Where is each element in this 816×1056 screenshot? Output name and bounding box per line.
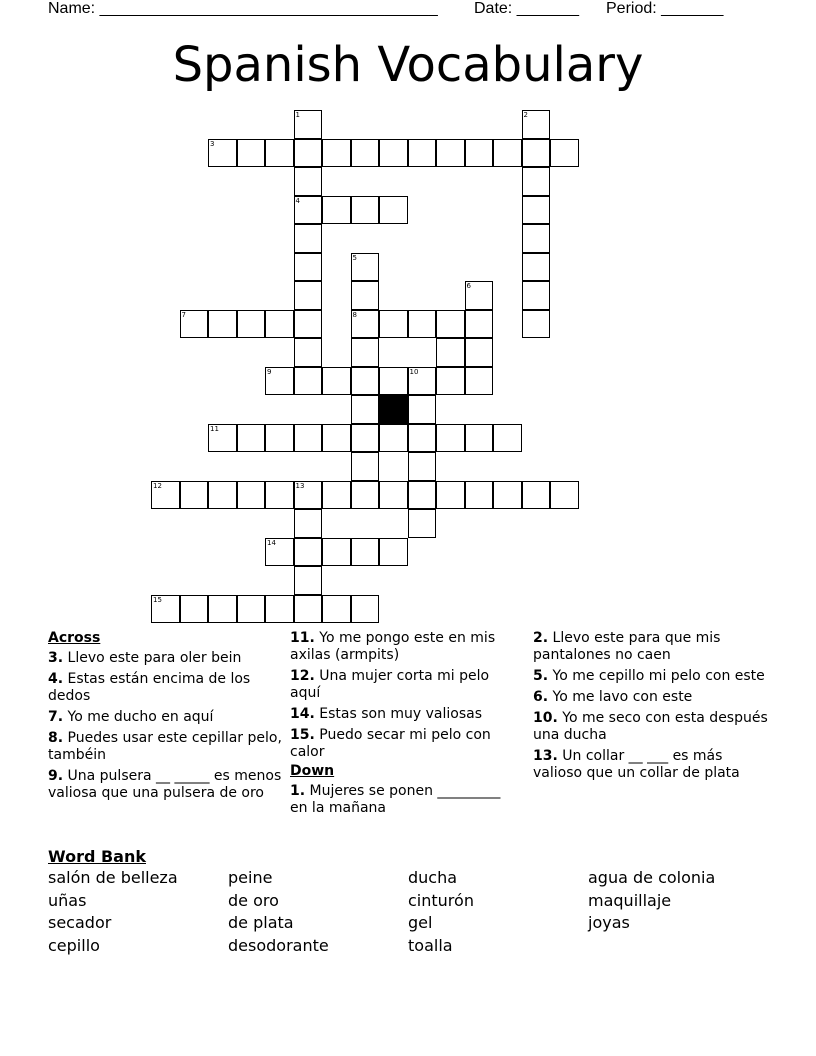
word-bank-item: salón de belleza xyxy=(48,868,178,887)
crossword-cell[interactable] xyxy=(294,595,323,624)
crossword-cell[interactable] xyxy=(436,139,465,168)
crossword-cell[interactable] xyxy=(294,281,323,310)
clue-down-6: 6. Yo me lavo con este xyxy=(533,689,693,705)
clue-number-9: 9 xyxy=(267,367,272,376)
crossword-cell[interactable] xyxy=(465,338,494,367)
crossword-cell[interactable] xyxy=(522,253,551,282)
crossword-cell[interactable] xyxy=(322,196,351,225)
clue-down-5: 5. Yo me cepillo mi pelo con este xyxy=(533,668,765,684)
crossword-cell[interactable] xyxy=(351,595,380,624)
date-field[interactable]: Date: _______ xyxy=(474,0,579,17)
crossword-cell[interactable] xyxy=(265,310,294,339)
crossword-cell[interactable] xyxy=(408,452,437,481)
clue-number-15: 15 xyxy=(153,595,162,604)
crossword-cell[interactable] xyxy=(522,224,551,253)
crossword-cell[interactable] xyxy=(265,139,294,168)
crossword-cell[interactable] xyxy=(493,424,522,453)
crossword-cell[interactable] xyxy=(465,481,494,510)
crossword-cell[interactable] xyxy=(265,595,294,624)
crossword-cell[interactable] xyxy=(294,367,323,396)
crossword-cell[interactable] xyxy=(522,481,551,510)
crossword-cell[interactable] xyxy=(408,139,437,168)
clue-number-8: 8 xyxy=(352,310,357,319)
crossword-cell[interactable] xyxy=(522,281,551,310)
clues-column-3 xyxy=(533,630,768,786)
word-bank-item: de oro xyxy=(228,890,279,910)
crossword-cell[interactable] xyxy=(351,452,380,481)
crossword-cell[interactable] xyxy=(522,310,551,339)
clue-down-2: 2. Llevo este para que mis pantalones no caen xyxy=(533,630,721,663)
clue-down-1: 1. Mujeres se ponen _________ en la mañana xyxy=(290,783,501,816)
crossword-cell[interactable] xyxy=(379,196,408,225)
crossword-cell[interactable] xyxy=(294,424,323,453)
clue-number-4: 4 xyxy=(295,196,300,205)
crossword-cell[interactable] xyxy=(351,395,380,424)
across-heading: Across xyxy=(48,630,101,646)
down-heading: Down xyxy=(290,763,335,779)
crossword-cell[interactable] xyxy=(408,310,437,339)
worksheet-header xyxy=(0,0,816,20)
word-bank-item: desodorante xyxy=(228,935,329,955)
crossword-cell[interactable] xyxy=(550,139,579,168)
crossword-cell[interactable] xyxy=(351,196,380,225)
crossword-cell[interactable] xyxy=(522,139,551,168)
clue-number-10: 10 xyxy=(409,367,419,376)
clue-number-7: 7 xyxy=(181,310,186,319)
crossword-cell[interactable] xyxy=(237,481,266,510)
clue-down-13: 13. Un collar __ ___ es más valioso que un collar de plata xyxy=(533,748,740,781)
crossword-cell[interactable] xyxy=(322,595,351,624)
crossword-cell[interactable] xyxy=(322,139,351,168)
clue-number-5: 5 xyxy=(352,253,357,262)
word-bank-title: Word Bank xyxy=(48,847,147,866)
crossword-cell[interactable] xyxy=(522,167,551,196)
clues-column-1 xyxy=(48,630,284,806)
crossword-cell[interactable] xyxy=(351,424,380,453)
clue-number-3: 3 xyxy=(210,139,215,148)
crossword-cell[interactable] xyxy=(351,538,380,567)
clue-number-14: 14 xyxy=(267,538,276,547)
crossword-cell[interactable] xyxy=(436,338,465,367)
crossword-cell[interactable] xyxy=(237,424,266,453)
word-bank-item: uñas xyxy=(48,890,87,910)
clue-number-12: 12 xyxy=(153,481,162,490)
crossword-cell[interactable] xyxy=(322,481,351,510)
crossword-cell[interactable] xyxy=(180,481,209,510)
clue-number-1: 1 xyxy=(295,111,300,119)
crossword-cell[interactable] xyxy=(351,338,380,367)
crossword-cell[interactable] xyxy=(436,481,465,510)
crossword-cell[interactable] xyxy=(436,310,465,339)
clue-number-2: 2 xyxy=(523,111,528,119)
clue-across-3: 3. Llevo este para oler bein xyxy=(48,650,242,666)
clue-across-4: 4. Estas están encima de los dedos xyxy=(48,671,251,704)
crossword-cell[interactable] xyxy=(379,424,408,453)
crossword-cell[interactable] xyxy=(408,481,437,510)
crossword-cell[interactable] xyxy=(237,310,266,339)
crossword-cell[interactable] xyxy=(465,367,494,396)
crossword-cell[interactable] xyxy=(379,139,408,168)
crossword-cell[interactable] xyxy=(436,367,465,396)
clue-across-12: 12. Una mujer corta mi pelo aquí xyxy=(290,668,490,701)
word-bank-item: cepillo xyxy=(48,935,100,955)
crossword-cell[interactable] xyxy=(180,595,209,624)
crossword-cell[interactable] xyxy=(265,481,294,510)
word-bank-item: toalla xyxy=(408,935,453,955)
crossword-cell[interactable] xyxy=(322,367,351,396)
clue-across-7: 7. Yo me ducho en aquí xyxy=(48,709,214,725)
clue-across-9: 9. Una pulsera __ _____ es menos valiosa que una pulsera de oro xyxy=(48,768,282,801)
crossword-cell[interactable] xyxy=(379,538,408,567)
word-bank-item: maquillaje xyxy=(588,890,672,910)
crossword-cell[interactable] xyxy=(294,509,323,538)
clue-number-13: 13 xyxy=(295,481,305,490)
crossword-cell[interactable] xyxy=(436,424,465,453)
crossword-cell[interactable] xyxy=(294,139,323,168)
crossword-cell[interactable] xyxy=(208,595,237,624)
crossword-cell[interactable] xyxy=(351,281,380,310)
clue-across-15: 15. Puedo secar mi pelo con calor xyxy=(290,727,491,760)
crossword-cell[interactable] xyxy=(379,367,408,396)
crossword-cell[interactable] xyxy=(294,224,323,253)
crossword-cell[interactable] xyxy=(322,538,351,567)
crossword-cell[interactable] xyxy=(379,310,408,339)
crossword-cell[interactable] xyxy=(265,424,294,453)
crossword-black-cell xyxy=(379,395,408,424)
crossword-cell[interactable] xyxy=(493,139,522,168)
crossword-cell[interactable] xyxy=(465,139,494,168)
crossword-cell[interactable] xyxy=(550,481,579,510)
clue-down-10: 10. Yo me seco con esta después una ducha xyxy=(533,710,768,743)
crossword-cell[interactable] xyxy=(351,139,380,168)
crossword-cell[interactable] xyxy=(465,310,494,339)
crossword-cell[interactable] xyxy=(379,481,408,510)
crossword-cell[interactable] xyxy=(351,481,380,510)
word-bank-item: de plata xyxy=(228,913,294,932)
crossword-cell[interactable] xyxy=(493,481,522,510)
clue-across-14: 14. Estas son muy valiosas xyxy=(290,706,483,722)
page-title: Spanish Vocabulary xyxy=(172,37,644,93)
crossword-cell[interactable] xyxy=(522,196,551,225)
crossword-cell[interactable] xyxy=(294,253,323,282)
crossword-cell[interactable] xyxy=(408,395,437,424)
crossword-cell[interactable] xyxy=(208,310,237,339)
word-bank-item: peine xyxy=(228,868,273,887)
crossword-cell[interactable] xyxy=(294,566,323,595)
clues-column-2 xyxy=(290,630,518,821)
word-bank-item: agua de colonia xyxy=(588,868,716,887)
crossword-cell[interactable] xyxy=(294,338,323,367)
word-bank-item: gel xyxy=(408,913,433,932)
period-field[interactable]: Period: _______ xyxy=(606,0,724,17)
word-bank-item: joyas xyxy=(588,913,630,932)
word-bank-item: cinturón xyxy=(408,890,474,910)
crossword-cell[interactable] xyxy=(294,310,323,339)
clue-number-6: 6 xyxy=(466,282,471,290)
crossword-cell[interactable] xyxy=(408,424,437,453)
crossword-cell[interactable] xyxy=(351,367,380,396)
clue-number-11: 11 xyxy=(210,424,219,433)
crossword-cell[interactable] xyxy=(208,481,237,510)
crossword-cell[interactable] xyxy=(237,595,266,624)
name-field[interactable]: Name: ______________________________________ xyxy=(48,0,438,17)
crossword-cell[interactable] xyxy=(408,509,437,538)
crossword-cell[interactable] xyxy=(465,424,494,453)
word-bank-item: secador xyxy=(48,913,112,932)
crossword-cell[interactable] xyxy=(322,424,351,453)
crossword-cell[interactable] xyxy=(237,139,266,168)
clue-across-8: 8. Puedes usar este cepillar pelo, tambéin xyxy=(48,730,282,763)
word-bank-item: ducha xyxy=(408,868,458,887)
crossword-cell[interactable] xyxy=(294,167,323,196)
crossword-cell[interactable] xyxy=(294,538,323,567)
clue-across-11: 11. Yo me pongo este en mis axilas (armpits) xyxy=(290,630,496,663)
